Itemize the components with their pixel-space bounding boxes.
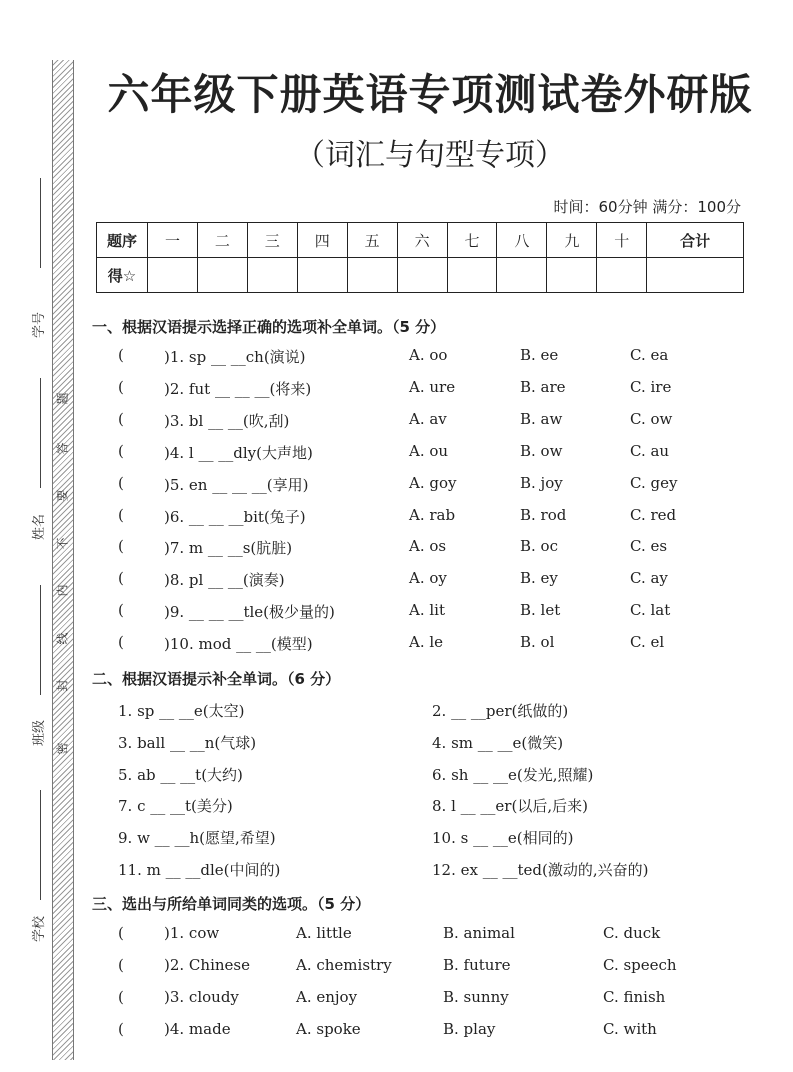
score-cell[interactable] — [447, 258, 497, 293]
question-row — [0, 1020, 793, 1044]
option-b: B. sunny — [443, 988, 509, 1006]
option-b: B. joy — [520, 473, 563, 492]
score-cell[interactable] — [247, 258, 297, 293]
question-text: )7. m __ __s(肮脏) — [164, 539, 293, 558]
option-a: A. spoke — [296, 1020, 361, 1038]
answer-paren[interactable]: ( — [118, 569, 124, 588]
section-1-title: 一、根据汉语提示选择正确的选项补全单词。（5 分） — [92, 318, 446, 336]
score-cell[interactable] — [148, 258, 198, 293]
question-row — [0, 442, 793, 466]
score-cell[interactable] — [597, 258, 647, 293]
option-c: C. lat — [630, 601, 671, 620]
question-row — [0, 956, 793, 980]
question-text: )5. en __ __ __(享用) — [164, 475, 309, 494]
option-c: C. es — [630, 537, 668, 556]
option-b: B. ee — [520, 346, 559, 364]
answer-paren[interactable]: ( — [118, 377, 124, 396]
option-b: B. future — [443, 956, 511, 974]
page-title: 六年级下册英语专项测试卷外研版 — [107, 70, 753, 119]
seal-notice-char: 封 — [55, 679, 70, 692]
option-b: B. oc — [520, 537, 558, 556]
question-row — [0, 601, 793, 625]
option-b: B. ol — [520, 633, 555, 652]
answer-paren[interactable]: ( — [118, 346, 124, 364]
school-label: 学校 — [32, 915, 47, 942]
option-b: B. aw — [520, 409, 563, 428]
score-cell[interactable] — [347, 258, 397, 293]
student-no-line — [40, 178, 41, 268]
question-row — [0, 569, 793, 593]
option-b: B. ow — [520, 441, 563, 460]
seal-notice-char: 线 — [55, 632, 70, 645]
fill-in-question: 3. ball __ __n(气球) — [118, 733, 257, 752]
fill-in-question: 9. w __ __h(愿望,希望) — [118, 829, 276, 848]
question-row — [0, 346, 793, 370]
option-b: B. animal — [443, 924, 515, 942]
option-c: C. speech — [603, 956, 677, 974]
fill-in-question: 5. ab __ __t(大约) — [118, 765, 243, 784]
option-c: C. au — [630, 441, 670, 460]
answer-paren[interactable]: ( — [118, 1020, 124, 1038]
answer-paren[interactable]: ( — [118, 473, 124, 492]
question-row — [0, 537, 793, 561]
option-c: C. ay — [630, 569, 668, 588]
fill-in-row — [0, 859, 793, 883]
question-text: )9. __ __ __tle(极少量的) — [164, 603, 335, 622]
question-text: )3. bl __ __(吹,刮) — [164, 411, 290, 430]
fill-in-question: 6. sh __ __e(发光,照耀) — [432, 765, 594, 784]
option-a: A. lit — [409, 601, 445, 620]
section-3-title: 三、选出与所给单词同类的选项。（5 分） — [92, 895, 371, 913]
question-row — [0, 377, 793, 405]
column-header: 七 — [447, 223, 497, 258]
class-label: 班级 — [32, 719, 47, 746]
question-text: )4. l __ __dly(大声地) — [164, 443, 313, 462]
option-b: B. play — [443, 1020, 496, 1038]
row-header-number: 题序 — [97, 223, 148, 258]
answer-paren[interactable]: ( — [118, 633, 124, 652]
fill-in-question: 1. sp __ __e(太空) — [118, 702, 245, 720]
column-header: 六 — [397, 223, 447, 258]
question-text: )2. Chinese — [164, 956, 250, 974]
column-header: 九 — [547, 223, 597, 258]
answer-paren[interactable]: ( — [118, 505, 124, 524]
option-a: A. ure — [409, 377, 456, 396]
fill-in-row — [0, 764, 793, 788]
column-header: 八 — [497, 223, 547, 258]
option-a: A. le — [409, 633, 444, 652]
fill-in-question: 7. c __ __t(美分) — [118, 797, 233, 816]
question-text: )2. fut __ __ __(将来) — [164, 379, 312, 398]
time-score-info: 时间：60分钟 满分：100分 — [553, 198, 741, 216]
page-subtitle: （词汇与句型专项） — [295, 138, 565, 173]
question-row — [0, 506, 793, 530]
answer-paren[interactable]: ( — [118, 924, 124, 942]
option-c: C. el — [630, 633, 665, 652]
question-text: )4. made — [164, 1020, 231, 1038]
option-c: C. ire — [630, 377, 672, 396]
option-a: A. av — [409, 409, 447, 428]
column-header: 五 — [347, 223, 397, 258]
question-row — [0, 988, 793, 1012]
option-c: C. ow — [630, 409, 673, 428]
score-cell[interactable] — [497, 258, 547, 293]
fill-in-question: 12. ex __ __ted(激动的,兴奋的) — [432, 861, 649, 879]
option-c: C. with — [603, 1020, 657, 1038]
option-b: B. rod — [520, 505, 567, 524]
seal-notice-char: 题 — [55, 392, 70, 405]
question-text: )1. sp __ __ch(演说) — [164, 348, 306, 366]
score-cell[interactable] — [297, 258, 347, 293]
option-c: C. finish — [603, 988, 666, 1006]
question-text: )3. cloudy — [164, 988, 239, 1006]
answer-paren[interactable]: ( — [118, 988, 124, 1006]
answer-paren[interactable]: ( — [118, 956, 124, 974]
option-b: B. are — [520, 377, 566, 396]
option-c: C. red — [630, 505, 677, 524]
seal-notice-char: 答 — [55, 442, 70, 455]
score-table-score-row — [97, 258, 744, 293]
fill-in-question: 8. l __ __er(以后,后来) — [432, 797, 588, 816]
fill-in-question: 4. sm __ __e(微笑) — [432, 733, 564, 752]
seal-notice-char: 密 — [55, 742, 70, 755]
fill-in-row — [0, 700, 793, 724]
column-header: 二 — [197, 223, 247, 258]
fill-in-row — [0, 732, 793, 756]
question-row — [0, 633, 793, 657]
option-a: A. chemistry — [296, 956, 392, 974]
option-a: A. goy — [409, 473, 457, 492]
fill-in-question: 10. s __ __e(相同的) — [432, 829, 574, 848]
option-b: B. let — [520, 601, 561, 620]
option-a: A. ou — [409, 441, 449, 460]
student-no-label: 学号 — [32, 311, 47, 338]
section-2-title: 二、根据汉语提示补全单词。（6 分） — [92, 670, 341, 688]
fill-in-question: 11. m __ __dle(中间的) — [118, 861, 281, 879]
name-label: 姓名 — [32, 513, 47, 540]
score-table-header-row — [97, 223, 744, 258]
column-header-total: 合计 — [647, 223, 744, 258]
question-text: )6. __ __ __bit(兔子) — [164, 507, 306, 526]
fill-in-question: 2. __ __per(纸做的) — [432, 702, 569, 720]
option-a: A. oy — [409, 569, 447, 588]
row-header-score: 得☆ — [97, 258, 148, 293]
question-text: )1. cow — [164, 924, 220, 942]
column-header: 四 — [297, 223, 347, 258]
question-row — [0, 410, 793, 434]
answer-paren[interactable]: ( — [118, 441, 124, 460]
fill-in-row — [0, 795, 793, 819]
fill-in-row — [0, 827, 793, 851]
question-text: )8. pl __ __(演奏) — [164, 571, 285, 590]
option-b: B. ey — [520, 569, 558, 588]
answer-paren[interactable]: ( — [118, 409, 124, 428]
option-c: C. duck — [603, 924, 661, 942]
score-cell[interactable] — [197, 258, 247, 293]
option-c: C. gey — [630, 473, 678, 492]
option-a: A. little — [296, 924, 352, 942]
question-row — [0, 924, 793, 948]
question-row — [0, 474, 793, 498]
option-a: A. rab — [409, 505, 456, 524]
seal-notice-char: 不 — [55, 537, 70, 550]
seal-notice-char: 要 — [55, 489, 70, 502]
option-a: A. os — [409, 537, 447, 556]
score-cell[interactable] — [397, 258, 447, 293]
score-cell[interactable] — [647, 258, 744, 293]
answer-paren[interactable]: ( — [118, 601, 124, 620]
column-header: 三 — [247, 223, 297, 258]
option-a: A. enjoy — [296, 988, 358, 1006]
option-c: C. ea — [630, 346, 669, 364]
score-table — [96, 222, 744, 293]
question-text: )10. mod __ __(模型) — [164, 635, 313, 654]
column-header: 一 — [148, 223, 198, 258]
seal-notice-char: 内 — [55, 584, 70, 597]
answer-paren[interactable]: ( — [118, 537, 124, 556]
score-cell[interactable] — [547, 258, 597, 293]
column-header: 十 — [597, 223, 647, 258]
option-a: A. oo — [409, 346, 448, 364]
